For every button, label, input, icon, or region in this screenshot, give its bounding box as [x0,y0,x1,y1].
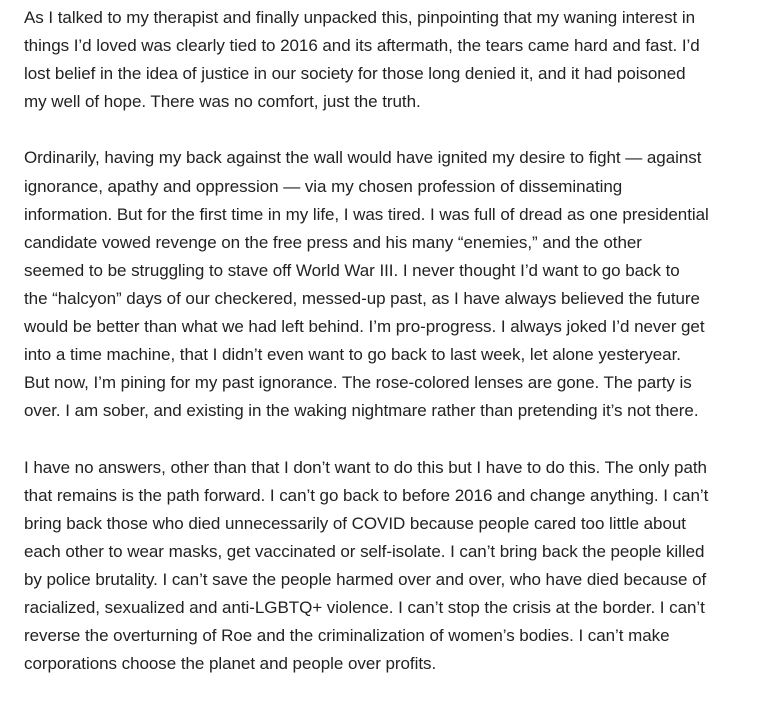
text-line: my well of hope. There was no comfort, just the truth. [24,92,421,112]
text-line: things I’d loved was clearly tied to 2016 and its aftermath, the tears came hard and fast. I’d [24,36,700,56]
text-line: As I talked to my therapist and finally unpacked this, pinpointing that my waning interest in [24,8,696,27]
text-line: information. But for the first time in my life, I was tired. I was full of dread as one presidential [24,204,709,224]
text-line: bring back those who died unnecessarily of COVID because people cared too little about [24,513,686,533]
text-line: into a time machine, that I didn’t even want to go back to last week, let alone yesteryear. [24,345,681,365]
text-line: the “halcyon” days of our checkered, messed-up past, as I have always believed the future [24,288,700,308]
text-line: But now, I’m pining for my past ignorance. The rose-colored lenses are gone. The party is [24,373,692,393]
paragraph-ordinarily [24,144,776,425]
article-body [24,4,776,706]
text-line: corporations choose the planet and people over profits. [24,654,437,674]
text-line: candidate vowed revenge on the free press and his many “enemies,” and the other [24,232,642,252]
text-line: reverse the overturning of Roe and the criminalization of women’s bodies. I can’t make [24,626,670,646]
text-line: I have no answers, other than that I don’t want to do this but I have to do this. The only path [24,457,707,477]
text-line: each other to wear masks, get vaccinated or self-isolate. I can’t bring back the people killed [24,541,705,561]
paragraph-no-answers [24,454,776,679]
text-line: racialized, sexualized and anti-LGBTQ+ violence. I can’t stop the crisis at the border. I can’t [24,597,705,617]
text-line: seemed to be struggling to stave off World War III. I never thought I’d want to go back to [24,260,680,280]
text-line: Ordinarily, having my back against the wall would have ignited my desire to fight — against [24,148,702,168]
text-line: over. I am sober, and existing in the waking nightmare rather than pretending it’s not there. [24,401,699,421]
text-line: by police brutality. I can’t save the people harmed over and over, who have died because of [24,569,707,589]
text-line: ignorance, apathy and oppression — via my chosen profession of disseminating [24,176,623,196]
text-line: lost belief in the idea of justice in our society for those long denied it, and it had poisoned [24,64,686,84]
text-line: would be better than what we had left behind. I’m pro-progress. I always joked I’d never get [24,317,705,337]
paragraph-therapist [24,4,776,116]
text-line: that remains is the path forward. I can’t go back to before 2016 and change anything. I can’t [24,485,709,505]
